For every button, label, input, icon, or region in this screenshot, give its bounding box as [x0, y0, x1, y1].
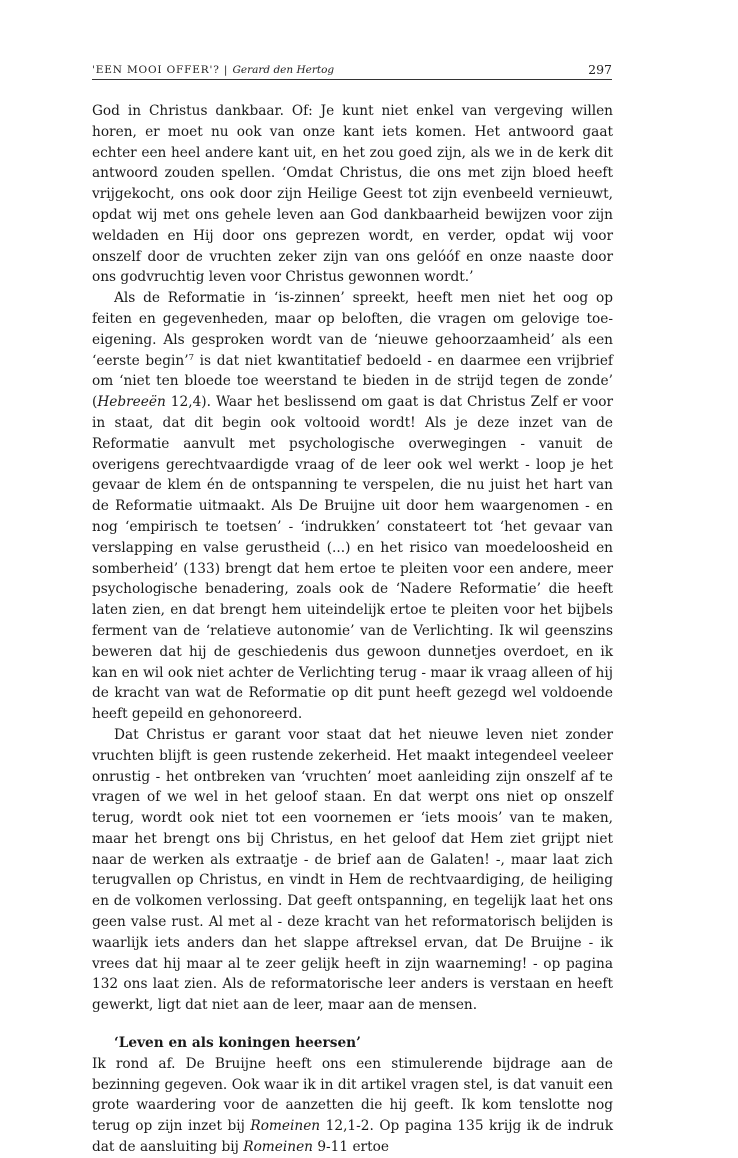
footnote-marker: 7 — [188, 352, 194, 363]
bible-reference: Hebreeën — [97, 394, 166, 411]
body-text — [92, 101, 613, 1158]
bible-reference: Romeinen — [243, 1139, 313, 1156]
article-title: 'EEN MOOI OFFER'? — [92, 64, 220, 76]
header-separator: | — [219, 64, 233, 76]
bible-reference: Romeinen — [250, 1118, 321, 1135]
author-name: Gerard den Hertog — [232, 64, 335, 76]
paragraph-2: Als de Reformatie in ‘is-zinnen’ spreekt, heeft men niet het oog op feiten en gegevenheden, maar op beloften, die vragen om gelovige toe-eigening. Als gesproken wordt van de ‘nieuwe gehoorzaamheid’ als een ‘eerste begin’$^7$ is dat niet kwantitatief bedoeld - en daarmee een vrijbrief om ‘niet ten bloede toe weerstand te bieden in de strijd tegen de zonde’ (Hebreeën 12,4). Waar het beslissend om gaat is dat Christus Zelf er voor in staat, dat dit begin ook voltooid wordt! Als je deze inzet van de Reformatie aanvult met psychologische overwegingen - vanuit de overigens gerechtvaardigde vraag of de leer ook wel werkt - loop je het gevaar de klem én de ontspanning te verspelen, die nu juist het hart van de Reformatie uitmaakt. Als De Bruijne uit door hem waargenomen - en nog ‘empirisch te toetsen’ - ‘indrukken’ constateert tot ‘het gevaar van verslapping en valse gerustheid (...) en het risico van moedeloosheid en somberheid’ (133) brengt dat hem ertoe te pleiten voor een andere, meer psychologische benadering, zoals ook de ‘Nadere Reformatie’ die heeft laten zien, en dat brengt hem uiteindelijk ertoe te pleiten voor het bijbels ferment van de ‘relatieve autonomie’ van de Verlichting. Ik wil geenszins beweren dat hij de geschiedenis dus gewoon dunnetjes overdoet, en ik kan en wil ook niet achter de Verlichting terug - maar ik vraag alleen of hij de kracht van wat de Reformatie op dit punt heeft gezegd wel voldoende heeft gepeild en gehonoreerd. — [92, 290, 613, 723]
paragraph-4: Ik rond af. De Bruijne heeft ons een stimulerende bijdrage aan de bezinning gegeven. Ook waar ik in dit artikel vragen stel, is dat vanuit een grote waardering voor de aanzetten die hij geeft. Ik kom tenslotte nog terug op zijn inzet bij Romeinen 12,1-2. Op pagina 135 krijg ik de indruk dat de aansluiting bij Romeinen 9-11 ertoe — [92, 1055, 613, 1156]
section-heading: ‘Leven en als koningen heersen’ — [114, 1035, 361, 1052]
page-number: 297 — [588, 62, 612, 77]
paragraph-3: Dat Christus er garant voor staat dat het nieuwe leven niet zonder vruchten blijft is geen rustende zekerheid. Het maakt integendeel veeleer onrustig - het ontbreken van ‘vruchten’ moet aanleiding zijn onszelf af te vragen of we wel in het geloof staan. En dat werpt ons niet op onszelf terug, wordt ook niet tot een voornemen er ‘iets moois’ van te maken, maar het brengt ons bij Christus, en het geloof dat Hem ziet grijpt niet naar de werken als extraatje - de brief aan de Galaten! -, maar laat zich terugvallen op Christus, en vindt in Hem de rechtvaardiging, de heiliging en de volkomen verlossing. Dat geeft ontspanning, en tegelijk laat het ons geen valse rust. Al met al - deze kracht van het reformatorisch belijden is waarlijk iets anders dan het slappe aftreksel ervan, dat De Bruijne - ik vrees dat hij maar al te zeer gelijk heeft in zijn waarneming! - op pagina 132 ons laat zien. Als de reformatorische leer anders is verstaan en heeft gewerkt, ligt dat niet aan de leer, maar aan de mensen. — [92, 726, 613, 1014]
running-head-title-author — [92, 64, 334, 76]
paragraph-1: God in Christus dankbaar. Of: Je kunt niet enkel van vergeving willen horen, er moet nu ook van onze kant iets komen. Het antwoord gaat echter een heel andere kant uit, en het zou goed zijn, als we in de kerk dit antwoord zouden spellen. ‘Omdat Christus, die ons met zijn bloed heeft vrijgekocht, ons ook door zijn Heilige Geest tot zijn evenbeeld vernieuwt, opdat wij met ons gehele leven aan God dankbaarheid bewijzen voor zijn weldaden en Hij door ons geprezen wordt, en verder, opdat wij voor onszelf door de vruchten zeker zijn van ons gelóóf en onze naaste door ons godvruchtig leven voor Christus gewonnen wordt.’ — [92, 103, 613, 286]
running-head — [92, 62, 612, 80]
header-rule — [92, 79, 612, 80]
